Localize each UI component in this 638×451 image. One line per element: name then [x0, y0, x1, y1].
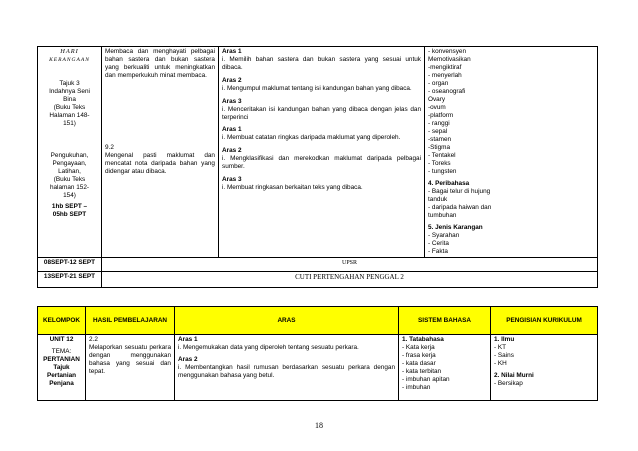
- ilmu-item: - Sains: [494, 352, 514, 359]
- header-sistem: SISTEM BAHASA: [399, 307, 491, 335]
- header-pengisian: PENGISIAN KURIKULUM: [491, 307, 598, 335]
- peribahasa-item: - daripada haiwan dan: [428, 204, 492, 211]
- tema-line: Pertanian: [46, 372, 77, 379]
- cuti-date: 13SEPT-21 SEPT: [38, 272, 102, 288]
- karangan-item: - Syarahan: [428, 232, 460, 239]
- tatabahasa-item: - frasa kerja: [402, 352, 436, 359]
- unit-line: Halaman 148-: [49, 112, 90, 119]
- unit-cell: [38, 47, 102, 258]
- outcome-text: Mengenal pasti maklumat dan mencatat nota daripada bahan yang didengar atau dibaca.: [105, 152, 215, 175]
- hasil-cell: [86, 335, 175, 401]
- aras-cell: [219, 47, 425, 258]
- aras-text: i. Memilih bahan sastera dan bukan sastera yang sesuai untuk dibaca.: [222, 56, 421, 71]
- tatabahasa-title: 1. Tatabahasa: [402, 336, 444, 343]
- tatabahasa-item: - imbuhan apitan: [402, 376, 450, 383]
- vocab-item: - tungsten: [428, 168, 457, 175]
- ilmu-item: - KH: [494, 360, 507, 367]
- peribahasa-item: - Bagai telur di hujung: [428, 188, 491, 195]
- aras-text: i. Membuat catatan ringkas daripada maklumat yang diperoleh.: [222, 134, 401, 141]
- vocab-item: -Stigma: [428, 144, 451, 151]
- vocab-item: -mengiktiraf: [428, 64, 462, 71]
- tema-label: TEMA:: [51, 348, 72, 355]
- vocab-item: - konvensyen: [428, 48, 467, 55]
- hasil-text: Melaporkan sesuatu perkara dengan menggunakan bahasa yang sesuai dan tepat.: [89, 344, 171, 375]
- vocab-item: - ranggi: [428, 120, 450, 127]
- vocab-item: - organ: [428, 80, 449, 87]
- aras-label: Aras 2: [222, 147, 242, 154]
- header-kelompok: KELOMPOK: [38, 307, 86, 335]
- vocab-item: - Toreks: [428, 160, 451, 167]
- activity-line: Pengukuhan,: [50, 152, 89, 159]
- outcome-number: 9.2: [105, 144, 114, 151]
- aras-label: Aras 3: [222, 176, 242, 183]
- aras-text: i. Membentangkan hasil rumusan berdasarkan sesuatu perkara dengan menggunakan bahasa yang betul.: [178, 364, 395, 379]
- vocab-item: - Tentakel: [428, 152, 456, 159]
- activity-line: halaman 152-: [49, 184, 90, 191]
- aras-text: i. Mengumpul maklumat tentang isi kandungan bahan yang dibaca.: [222, 85, 412, 92]
- karangan-item: - Cerita: [428, 240, 449, 247]
- hasil-number: 2.2: [89, 336, 98, 343]
- aras-label: Aras 2: [222, 77, 242, 84]
- vocab-item: -platform: [428, 112, 454, 119]
- hari-label: HARI: [60, 48, 79, 55]
- unit-line: Bina: [63, 96, 76, 103]
- vocab-item: Ovary: [428, 96, 446, 103]
- activity-line: Latihan,: [58, 168, 81, 175]
- pengisian-cell: [491, 335, 598, 401]
- vocab-item: -ovum: [428, 104, 446, 111]
- aras-cell: [175, 335, 399, 401]
- vocab-item: Memotivasikan: [428, 56, 471, 63]
- tatabahasa-item: - kata dasar: [402, 360, 436, 367]
- aras-text: i. Mengemukakan data yang diperoleh tentang sesuatu perkara.: [178, 344, 359, 351]
- aras-label: Aras 1: [222, 126, 242, 133]
- schedule-table-top: [37, 46, 598, 288]
- vocab-item: - oseanografi: [428, 88, 466, 95]
- tema-line: Tajuk: [53, 364, 70, 371]
- sistem-bahasa-cell: [425, 47, 598, 258]
- date-range: 1hb SEPT –: [51, 203, 88, 210]
- unit-line: (Buku Teks: [53, 104, 86, 111]
- aras-text: i. Membuat ringkasan berkaitan teks yang dibaca.: [222, 184, 363, 191]
- tatabahasa-item: - Kata kerja: [402, 344, 435, 351]
- upsr-date: 08SEPT-12 SEPT: [38, 258, 102, 272]
- kerangaan-label: KERANGAAN: [49, 57, 90, 63]
- header-hasil: HASIL PEMBELAJARAN: [86, 307, 175, 335]
- peribahasa-item: tanduk: [428, 196, 448, 203]
- activity-line: (Buku Teks: [53, 176, 86, 183]
- nilai-item: - Bersikap: [494, 380, 523, 387]
- aras-text: i. Mengklasifikasi dan merekodkan maklumat daripada pelbagai sumber.: [222, 155, 421, 170]
- tema-line: PERTANIAN: [43, 356, 80, 363]
- unit-title: UNIT 12: [49, 336, 74, 343]
- peribahasa-item: tumbuhan: [428, 212, 457, 219]
- header-aras: ARAS: [175, 307, 399, 335]
- date-range: 05hb SEPT: [52, 211, 87, 218]
- schedule-table-bottom: [37, 306, 598, 401]
- activity-line: Pengayaan,: [52, 160, 87, 167]
- learning-outcome-cell: [102, 47, 219, 258]
- vocab-item: -stamen: [428, 136, 452, 143]
- activity-line: 154): [63, 192, 76, 199]
- page-number: 18: [315, 421, 323, 430]
- ilmu-title: 1. Ilmu: [494, 336, 515, 343]
- aras-label: Aras 2: [178, 356, 198, 363]
- vocab-item: - sepal: [428, 128, 448, 135]
- karangan-title: 5. Jenis Karangan: [428, 224, 483, 231]
- cuti-label: CUTI PERTENGAHAN PENGGAL 2: [102, 272, 598, 288]
- aras-label: Aras 3: [222, 98, 242, 105]
- tatabahasa-item: - imbuhan: [402, 384, 431, 391]
- aras-text: i. Menceritakan isi kandungan bahan yang dibaca dengan jelas dan terperinci: [222, 106, 421, 121]
- tema-line: Penjana: [49, 380, 74, 387]
- aras-label: Aras 1: [178, 336, 198, 343]
- outcome-text: Membaca dan menghayati pelbagai bahan sastera dan bukan sastera yang berkualiti untuk meningkatkan dan memperkukuh minat membaca.: [105, 48, 215, 79]
- tatabahasa-item: - kata terbitan: [402, 368, 442, 375]
- nilai-title: 2. Nilai Murni: [494, 372, 534, 379]
- aras-label: Aras 1: [222, 48, 242, 55]
- peribahasa-title: 4. Peribahasa: [428, 180, 470, 187]
- kelompok-cell: [38, 335, 86, 401]
- unit-line: Indahnya Seni: [49, 88, 90, 95]
- ilmu-item: - KT: [494, 344, 507, 351]
- unit-line: 151): [63, 120, 76, 127]
- karangan-item: - Fakta: [428, 248, 448, 255]
- unit-line: Tajuk 3: [59, 80, 80, 87]
- vocab-item: - menyerlah: [428, 72, 462, 79]
- sistem-bahasa-cell: [399, 335, 491, 401]
- upsr-label: UPSR: [102, 258, 598, 272]
